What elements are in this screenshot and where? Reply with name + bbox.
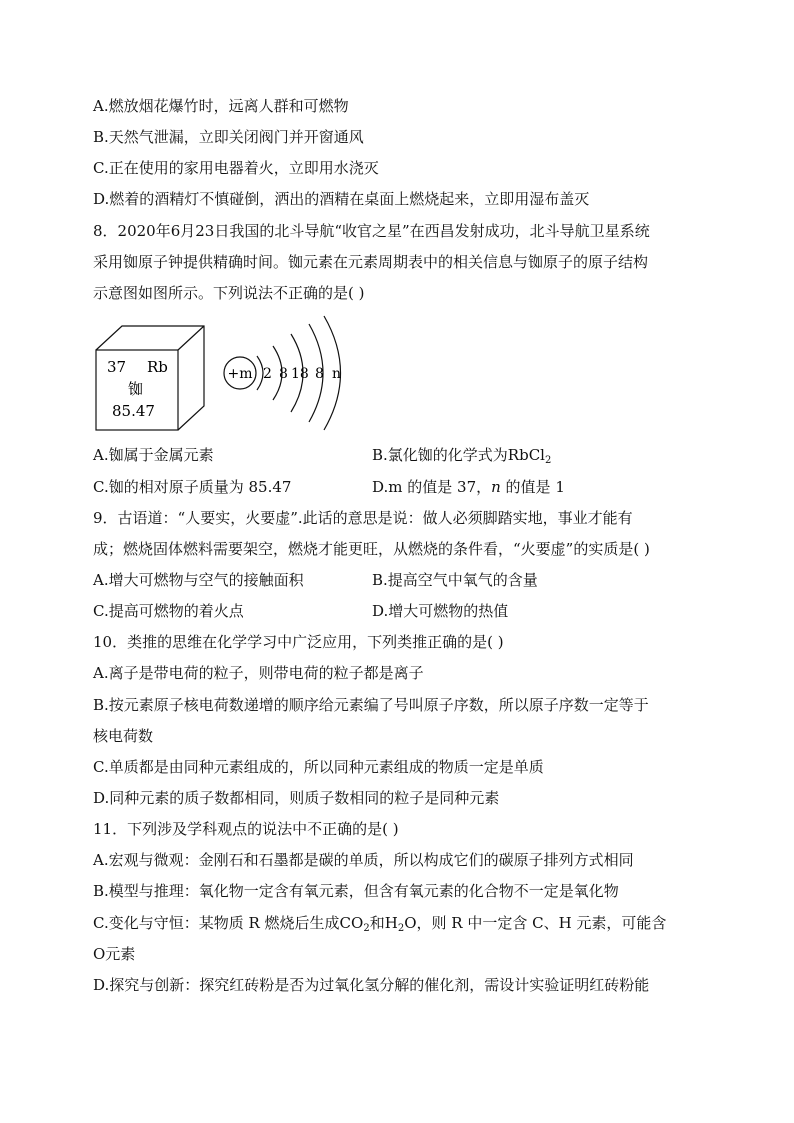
shell-1-count: 2: [263, 366, 272, 382]
q11-option-c-line1: [93, 913, 666, 933]
q11-option-c-text: C.变化与守恒：某物质 R 燃烧后生成: [93, 914, 340, 932]
h2o-formula-o: O: [404, 914, 417, 932]
q11-option-c-line2: O元素: [93, 945, 136, 963]
q8-stem-line3: 示意图如图所示。下列说法不正确的是( ): [93, 284, 365, 302]
co2-formula: CO: [339, 914, 364, 932]
q9-option-c: C.提高可燃物的着火点: [93, 602, 244, 620]
q8-stem-line1: 8．2020年6月23日我国的北斗导航“收官之星”在西昌发射成功，北斗导航卫星系统: [93, 222, 650, 240]
q10-option-b-line1: B.按元素原子核电荷数递增的顺序给元素编了号叫原子序数，所以原子序数一定等于: [93, 696, 649, 714]
q7-option-d: D.燃着的酒精灯不慎碰倒，洒出的酒精在桌面上燃烧起来，立即用湿布盖灭: [93, 190, 590, 208]
shell-4-count: 8: [315, 366, 324, 382]
q10-option-b-line2: 核电荷数: [93, 727, 154, 745]
q11-option-d: D.探究与创新：探究红砖粉是否为过氧化氢分解的催化剂，需设计实验证明红砖粉能: [93, 976, 650, 994]
q11-stem: 11．下列涉及学科观点的说法中不正确的是( ): [93, 820, 399, 838]
q10-option-a: A.离子是带电荷的粒子，则带电荷的粒子都是离子: [93, 664, 424, 682]
q9-stem-line1: 9．古语道：“人要实，火要虚”.此话的意思是说：做人必须脚踏实地，事业才能有: [93, 509, 633, 527]
q10-option-d: D.同种元素的质子数都相同，则质子数相同的粒子是同种元素: [93, 789, 500, 807]
q8-option-d-variable: n: [491, 478, 501, 496]
h2o-subscript: 2: [397, 923, 405, 934]
q11-option-a: A.宏观与微观：金刚石和石墨都是碳的单质，所以构成它们的碳原子排列方式相同: [93, 851, 634, 869]
q11-option-b: B.模型与推理：氧化物一定含有氧元素，但含有氧元素的化合物不一定是氧化物: [93, 882, 619, 900]
q9-option-b: B.提高空气中氧气的含量: [372, 571, 538, 589]
q7-option-a: A.燃放烟花爆竹时，远离人群和可燃物: [93, 97, 349, 115]
shell-3-count: 18: [291, 366, 309, 382]
co2-subscript: 2: [363, 923, 370, 934]
q9-option-d: D.增大可燃物的热值: [372, 602, 509, 620]
q8-option-b-formula: RbCl: [507, 446, 545, 464]
q11-option-c-suffix: ，则 R 中一定含 C、H 元素，可能含: [416, 914, 667, 932]
q7-option-c: C.正在使用的家用电器着火，立即用水浇灭: [93, 159, 379, 177]
element-name: 铷: [128, 380, 144, 398]
q9-option-a: A.增大可燃物与空气的接触面积: [93, 571, 304, 589]
q8-option-d: [372, 477, 565, 497]
q8-option-b: [372, 445, 551, 465]
atomic-number: 37: [107, 358, 127, 376]
q9-stem-line2: 成；燃烧固体燃料需要架空，燃烧才能更旺，从燃烧的条件看，“火要虚”的实质是( ): [93, 540, 650, 558]
q8-stem-line2: 采用铷原子钟提供精确时间。铷元素在元素周期表中的相关信息与铷原子的原子结构: [93, 253, 649, 271]
rubidium-diagram: [93, 312, 353, 434]
q8-option-b-text: B.氯化铷的化学式为: [372, 446, 508, 464]
q10-option-c: C.单质都是由同种元素组成的，所以同种元素组成的物质一定是单质: [93, 758, 544, 776]
q8-option-c: C.铷的相对原子质量为 85.47: [93, 478, 292, 496]
q7-option-b: B.天然气泄漏，立即关闭阀门并开窗通风: [93, 128, 364, 146]
shell-2-count: 8: [279, 366, 288, 382]
q10-stem: 10．类推的思维在化学学习中广泛应用，下列类推正确的是( ): [93, 633, 504, 651]
q8-option-a: A.铷属于金属元素: [93, 446, 214, 464]
q8-option-d-suffix: 的值是 1: [500, 478, 565, 496]
atomic-mass: 85.47: [112, 402, 155, 420]
q8-option-d-text: D.m 的值是 37，: [372, 478, 492, 496]
q11-option-c-and: 和: [369, 914, 385, 932]
q8-option-b-subscript: 2: [544, 455, 552, 466]
nucleus-charge: +m: [227, 366, 253, 382]
h2o-formula-h: H: [384, 914, 398, 932]
element-symbol: Rb: [147, 358, 168, 376]
shell-5-count: n: [332, 366, 342, 382]
rubidium-figure: [93, 312, 353, 434]
